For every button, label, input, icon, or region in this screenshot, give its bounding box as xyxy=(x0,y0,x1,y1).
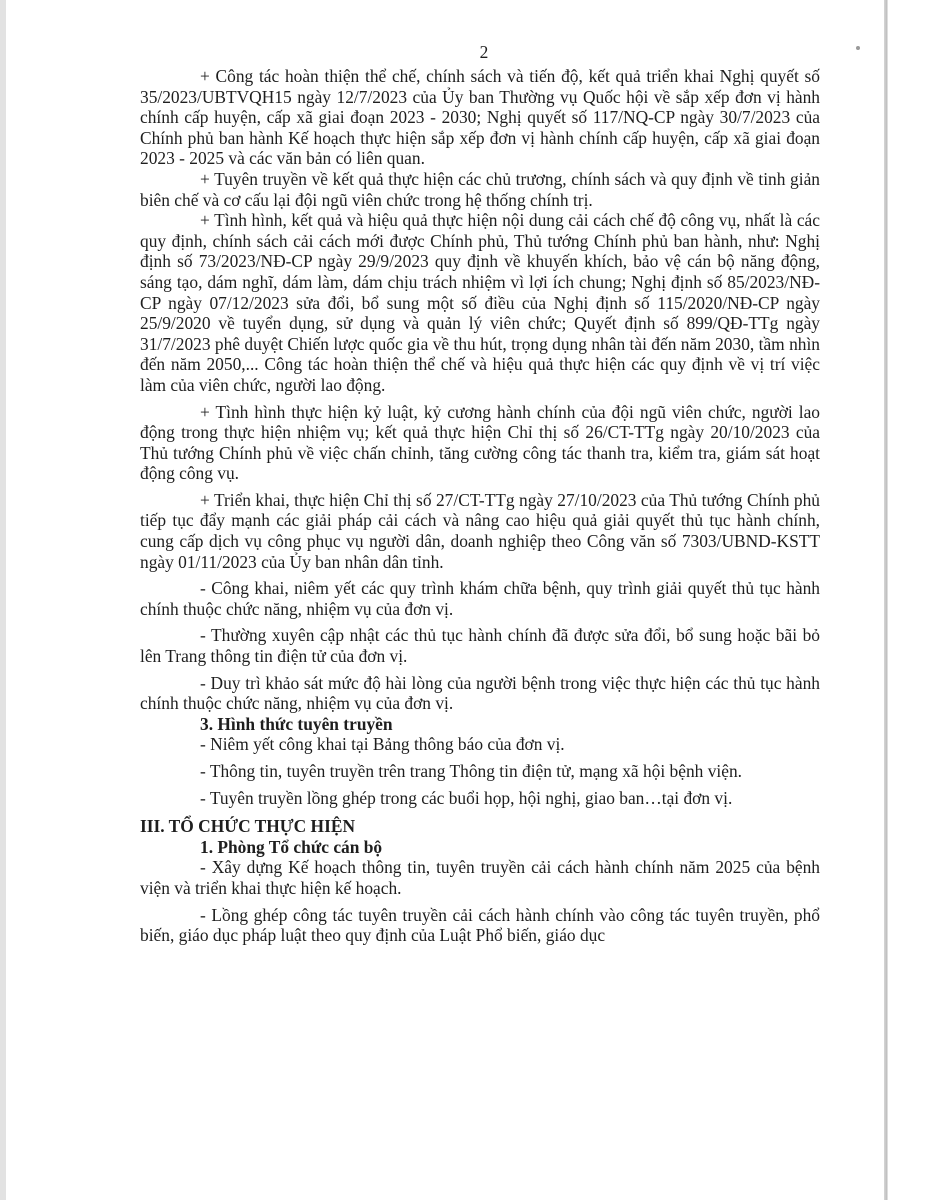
paragraph: + Tuyên truyền về kết quả thực hiện các chủ trương, chính sách và quy định về tinh giản biên chế và cơ cấu lại đội ngũ viên chức trong hệ thống chính trị. xyxy=(140,168,820,210)
list-item: - Xây dựng Kế hoạch thông tin, tuyên truyền cải cách hành chính năm 2025 của bệnh viện và triển khai thực hiện kế hoạch. xyxy=(140,857,820,898)
list-item: - Lồng ghép công tác tuyên truyền cải cách hành chính vào công tác tuyên truyền, phổ biến, giáo dục pháp luật theo quy định của Luật Phổ biến, giáo dục xyxy=(140,904,820,946)
scan-edge-right xyxy=(884,0,927,1200)
page-number: 2 xyxy=(479,42,489,62)
heading-section-III: III. TỔ CHỨC THỰC HIỆN xyxy=(140,816,356,837)
paragraph: + Công tác hoàn thiện thể chế, chính sách và tiến độ, kết quả triển khai Nghị quyết số 35/2023/UBTVQH15 ngày 12/7/2023 của Ủy ban Thường vụ Quốc hội về sắp xếp đơn vị hành chính cấp huyện, cấp xã giai đoạn 2023 - 2030; Nghị quyết số 117/NQ-CP ngày 30/7/2023 của Chính phủ ban hành Kế hoạch thực hiện sắp xếp đơn vị hành chính cấp huyện, cấp xã giai đoạn 2023 - 2025 và các văn bản có liên quan. xyxy=(140,66,820,169)
heading-section-3: 3. Hình thức tuyên truyền xyxy=(200,713,393,734)
list-item: - Thông tin, tuyên truyền trên trang Thông tin điện tử, mạng xã hội bệnh viện. xyxy=(200,761,742,781)
document-page xyxy=(140,42,820,946)
paragraph: + Triển khai, thực hiện Chỉ thị số 27/CT-TTg ngày 27/10/2023 của Thủ tướng Chính phủ tiếp tục đẩy mạnh các giải pháp cải cách và nâng cao hiệu quả giải quyết thủ tục hành chính, cung cấp dịch vụ công phục vụ người dân, doanh nghiệp theo Công văn số 7303/UBND-KSTT ngày 01/11/2023 của Ủy ban nhân dân tỉnh. xyxy=(140,489,820,572)
list-item: - Niêm yết công khai tại Bảng thông báo của đơn vị. xyxy=(200,734,565,755)
paragraph: - Công khai, niêm yết các quy trình khám chữa bệnh, quy trình giải quyết thủ tục hành chính thuộc chức năng, nhiệm vụ của đơn vị. xyxy=(140,578,820,619)
scan-edge-left xyxy=(0,0,6,1200)
heading-section-1: 1. Phòng Tổ chức cán bộ xyxy=(200,836,383,857)
paragraph: + Tình hình thực hiện kỷ luật, kỷ cương hành chính của đội ngũ viên chức, người lao động trong thực hiện nhiệm vụ; kết quả thực hiện Chỉ thị số 26/CT-TTg ngày 20/10/2023 của Thủ tướng Chính phủ về việc chấn chỉnh, tăng cường công tác thanh tra, kiểm tra, giám sát hoạt động công vụ. xyxy=(140,401,820,484)
paragraph: - Thường xuyên cập nhật các thủ tục hành chính đã được sửa đổi, bổ sung hoặc bãi bỏ lên Trang thông tin điện tử của đơn vị. xyxy=(140,625,820,667)
paragraph: - Duy trì khảo sát mức độ hài lòng của người bệnh trong việc thực hiện các thủ tục hành chính thuộc chức năng, nhiệm vụ của đơn vị. xyxy=(140,672,820,714)
scan-speck xyxy=(856,46,860,50)
paragraph: + Tình hình, kết quả và hiệu quả thực hiện nội dung cải cách chế độ công vụ, nhất là các quy định, chính sách cải cách mới được Chính phủ, Thủ tướng Chính phủ ban hành, như: Nghị định số 73/2023/NĐ-CP ngày 29/9/2023 quy định về khuyến khích, bảo vệ cán bộ năng động, sáng tạo, dám nghĩ, dám làm, dám chịu trách nhiệm vì lợi ích chung; Nghị định số 85/2023/NĐ-CP ngày 07/12/2023 sửa đổi, bổ sung một số điều của Nghị định số 115/2020/NĐ-CP ngày 25/9/2020 về tuyển dụng, sử dụng và quản lý viên chức; Quyết định số 899/QĐ-TTg ngày 31/7/2023 phê duyệt Chiến lược quốc gia về thu hút, trọng dụng nhân tài đến năm 2030, tầm nhìn đến năm 2050,... Công tác hoàn thiện thể chế và hiệu quả thực hiện các quy định về vị trí việc làm của viên chức, người lao động. xyxy=(140,210,820,395)
list-item: - Tuyên truyền lồng ghép trong các buổi họp, hội nghị, giao ban…tại đơn vị. xyxy=(200,787,733,808)
